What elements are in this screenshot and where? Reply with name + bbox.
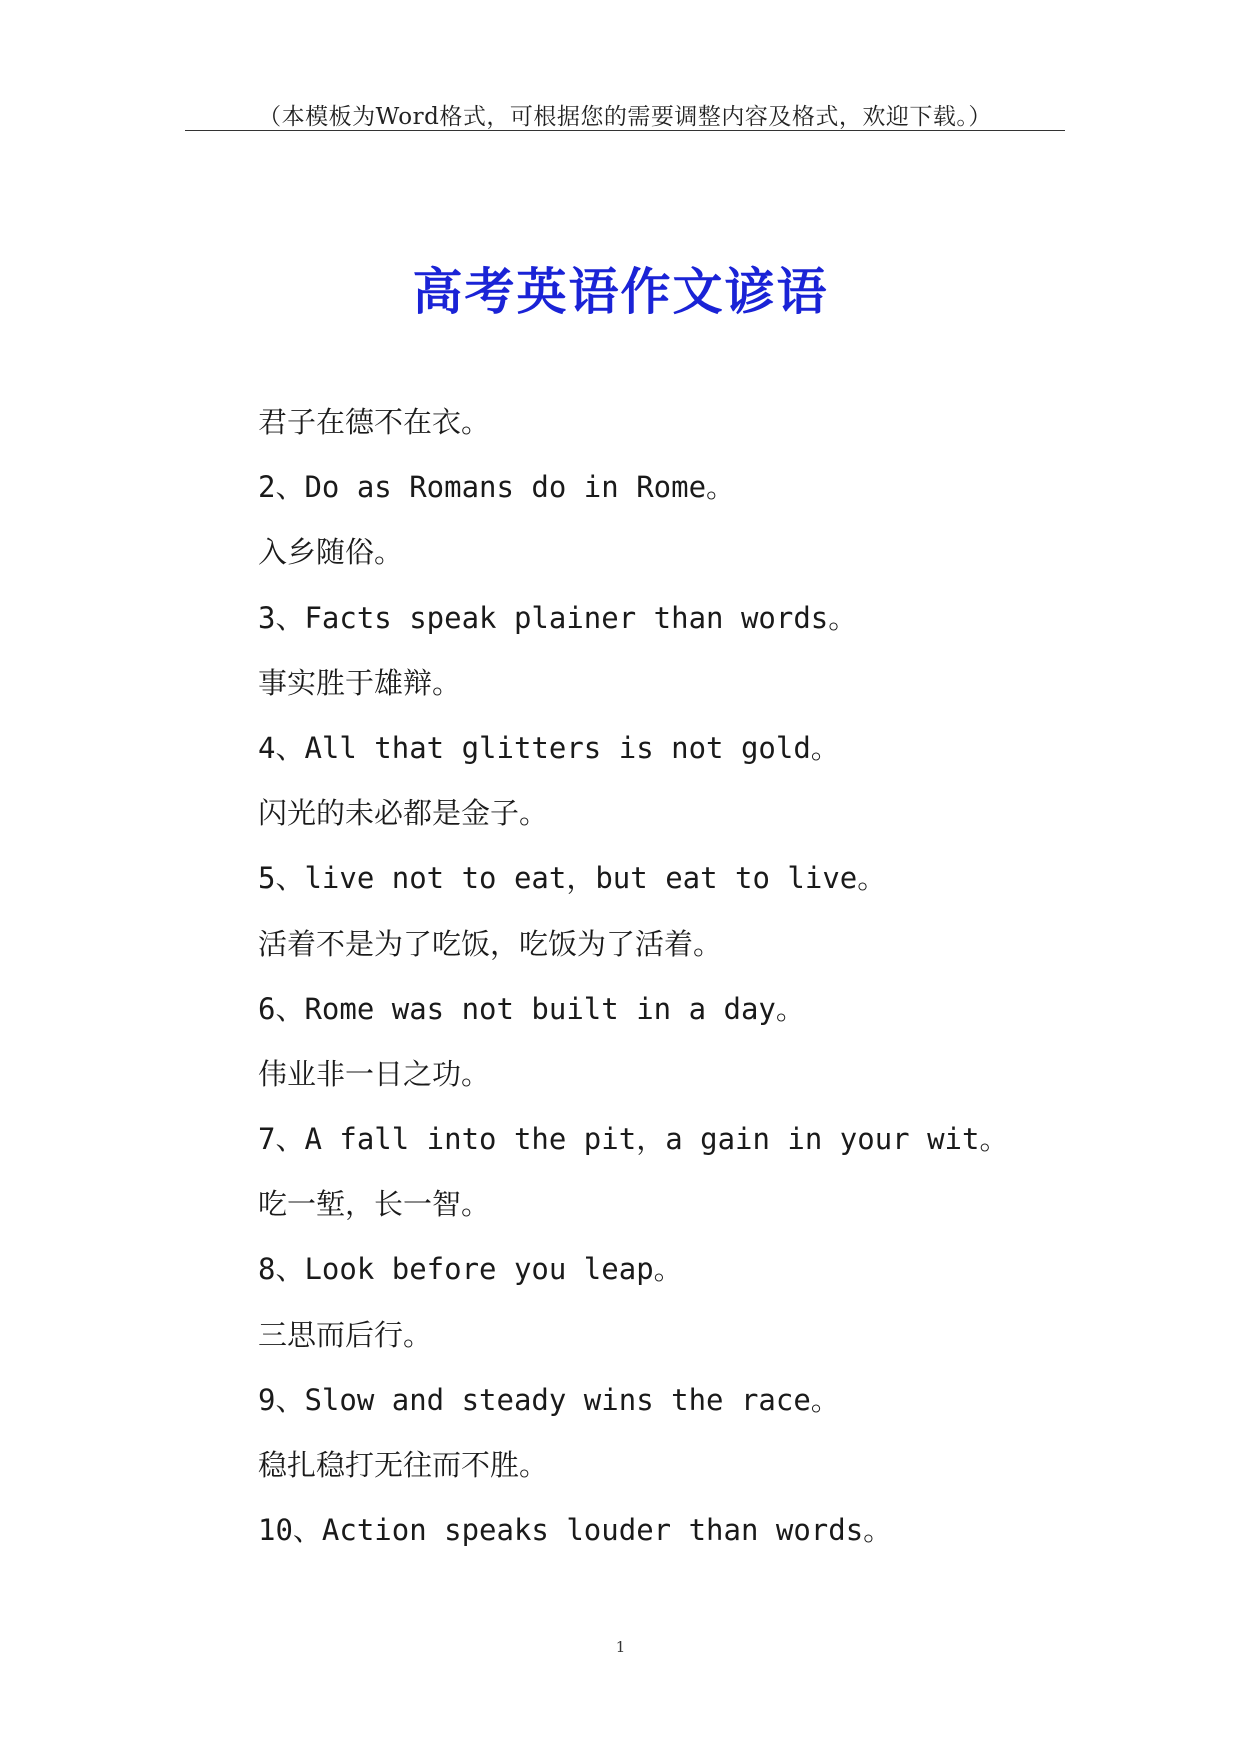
proverb-line: 5、live not to eat，but eat to live。 <box>258 861 887 896</box>
proverb-line: 入乡随俗。 <box>258 535 404 570</box>
header-note: （本模板为Word格式，可根据您的需要调整内容及格式，欢迎下载。） <box>258 104 992 130</box>
proverb-line: 3、Facts speak plainer than words。 <box>258 600 858 635</box>
proverb-line: 6、Rome was not built in a day。 <box>258 991 805 1026</box>
proverb-line: 事实胜于雄辩。 <box>258 665 462 700</box>
proverb-line: 闪光的未必都是金子。 <box>258 796 549 831</box>
proverb-line: 活着不是为了吃饭，吃饭为了活着。 <box>258 926 723 961</box>
page-number: 1 <box>615 1638 626 1656</box>
document-title: 高考英语作文谚语 <box>412 261 829 321</box>
proverb-line: 吃一堑，长一智。 <box>258 1187 491 1222</box>
proverb-line: 三思而后行。 <box>258 1317 433 1352</box>
proverb-line: 伟业非一日之功。 <box>258 1056 491 1091</box>
proverb-list <box>258 399 1158 1572</box>
proverb-line: 7、A fall into the pit，a gain in your wit。 <box>258 1122 1009 1157</box>
proverb-line: 9、Slow and steady wins the race。 <box>258 1382 840 1417</box>
proverb-line: 4、All that glitters is not gold。 <box>258 730 840 765</box>
proverb-line: 君子在德不在衣。 <box>258 405 491 439</box>
proverb-line: 8、Look before you leap。 <box>258 1252 683 1287</box>
proverb-line: 稳扎稳打无往而不胜。 <box>258 1448 549 1482</box>
header-divider <box>185 130 1065 131</box>
proverb-line: 2、Do as Romans do in Rome。 <box>258 470 736 505</box>
proverb-line: 10、Action speaks louder than words。 <box>258 1513 893 1548</box>
